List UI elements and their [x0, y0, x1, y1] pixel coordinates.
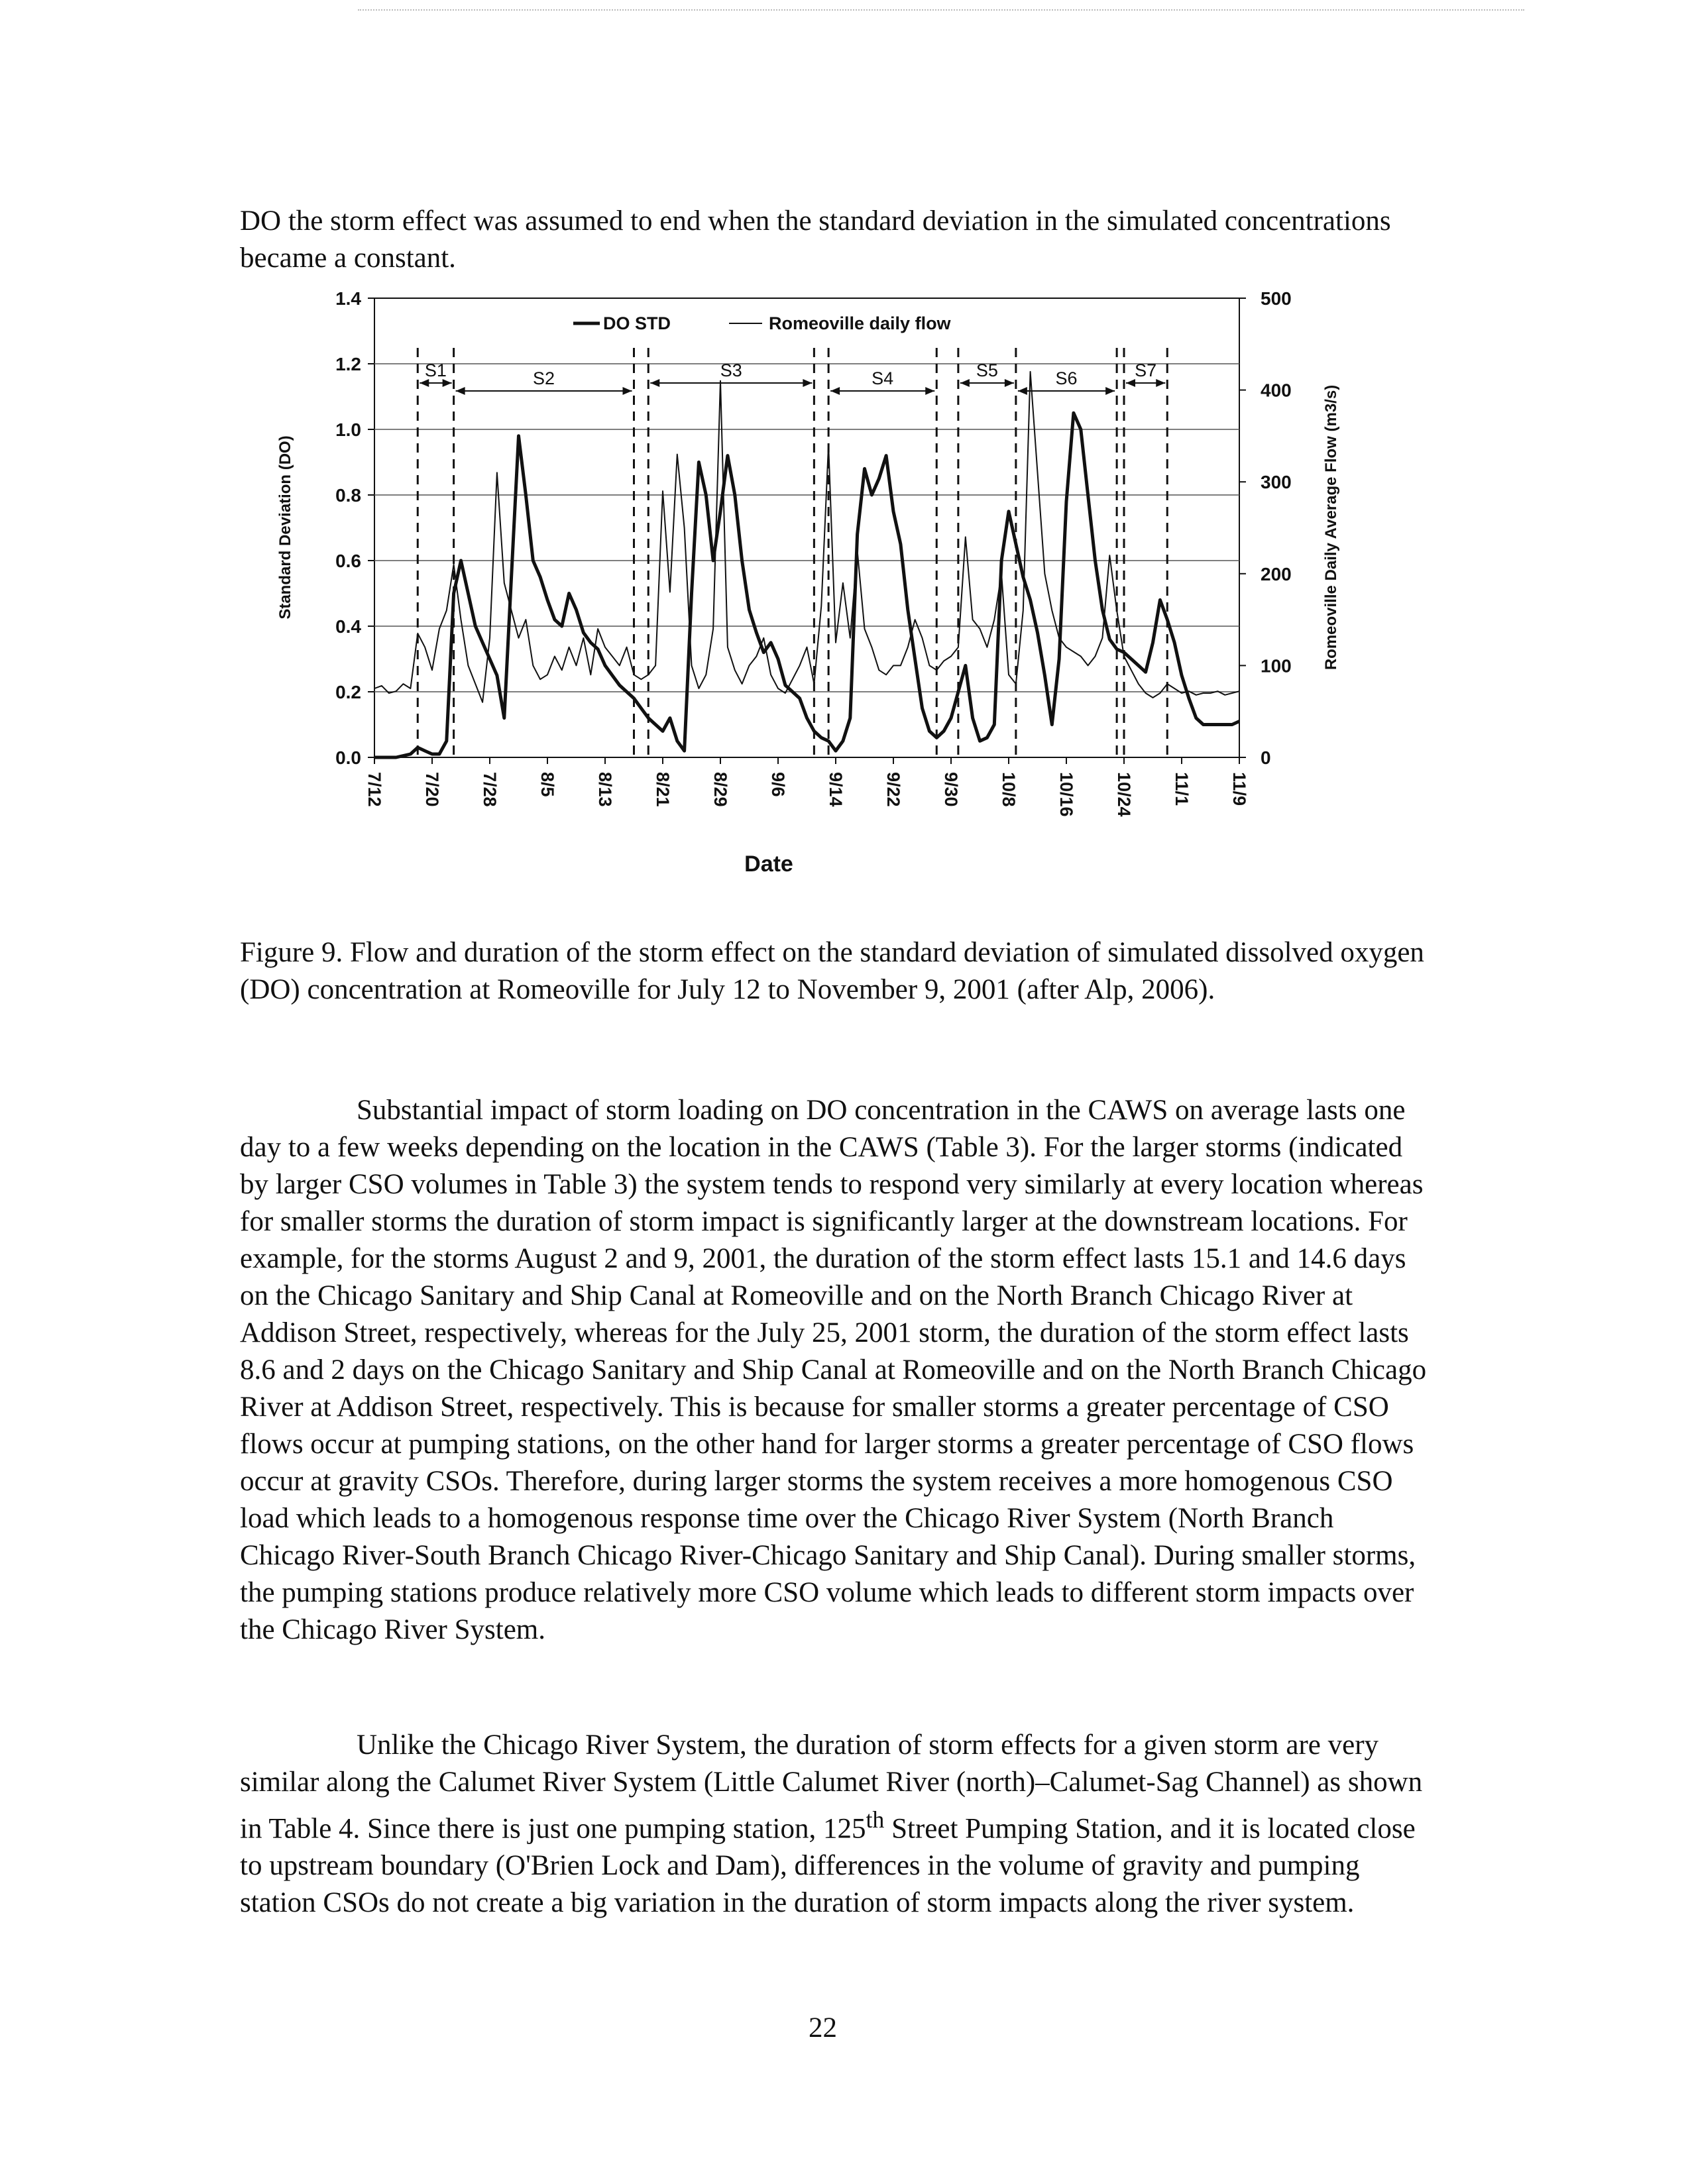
left-tick-label-5: 1.0: [335, 419, 361, 440]
storm-label-S1: S1: [424, 360, 447, 380]
right-tick-label-0: 0: [1261, 747, 1271, 768]
x-tick-label-0: 7/12: [365, 772, 384, 807]
x-tick-label-4: 8/13: [595, 772, 615, 807]
storm-arrowhead-right: [623, 387, 632, 395]
storm-arrowhead-right: [1005, 379, 1014, 387]
legend: [573, 313, 952, 333]
left-axis-title: Standard Deviation (DO): [276, 435, 294, 620]
left-tick-label-2: 0.4: [335, 616, 361, 637]
right-tick-label-3: 300: [1261, 472, 1292, 493]
x-tick-label-10: 9/30: [941, 772, 961, 807]
left-tick-label-6: 1.2: [335, 354, 361, 374]
x-tick-label-12: 10/16: [1056, 772, 1076, 817]
storm-arrowhead-left: [456, 387, 465, 395]
x-tick-label-5: 8/21: [653, 772, 673, 807]
storm-arrowhead-left: [960, 379, 970, 387]
storm-arrowhead-left: [1018, 387, 1027, 395]
x-tick-label-15: 11/9: [1229, 772, 1249, 806]
body-paragraph-2-text-b: Street Pumping Station, and it is located close to upstream boundary (O'Brien Lock and Dam), differences in the volume of gravity and pumping station CSOs do not create a big variation in the duration of storm impacts along the river system.: [240, 1813, 1416, 1919]
right-tick-label-4: 400: [1261, 380, 1292, 401]
right-axis-title: Romeoville Daily Average Flow (m3/s): [1322, 384, 1340, 671]
right-tick-label-5: 500: [1261, 288, 1292, 309]
legend-label-do-std: DO STD: [603, 313, 671, 333]
left-tick-label-1: 0.2: [335, 682, 361, 702]
storm-arrowhead-right: [1105, 387, 1115, 395]
storm-arrowhead-right: [925, 387, 934, 395]
left-tick-label-0: 0.0: [335, 747, 361, 768]
storm-label-S6: S6: [1055, 368, 1078, 388]
figure-caption: Figure 9. Flow and duration of the storm effect on the standard deviation of simulated dissolved oxygen (DO) concentration at Romeoville for July 12 to November 9, 2001 (after Alp, 2006).: [240, 937, 1424, 1005]
ordinal-superscript: th: [866, 1806, 885, 1833]
body-paragraph-2-text-a: Unlike the Chicago River System, the duration of storm effects for a given storm are very similar along the Calumet River System (Little Calumet River (north)–Calumet-Sag Channel) as shown in Table 4. Since there is just one pumping station, 125: [240, 1729, 1423, 1845]
x-tick-label-6: 8/29: [710, 772, 730, 807]
right-axis-ticks: [1239, 288, 1292, 768]
right-tick-label-1: 100: [1261, 655, 1292, 677]
x-tick-label-14: 11/1: [1172, 772, 1192, 806]
x-axis-title: Date: [744, 851, 793, 877]
body-paragraph-1-text: Substantial impact of storm loading on DO concentration in the CAWS on average lasts one day to a few weeks depending on the location in the CAWS (Table 3). For the larger storms (indicated by larger CSO volumes in Table 3) the system tends to respond very similarly at every location whereas for smaller storms the duration of storm impact is significantly larger at the downstream locations. For example, for the storms August 2 and 9, 2001, the duration of the storm effect lasts 15.1 and 14.6 days on the Chicago Sanitary and Ship Canal at Romeoville and on the North Branch Chicago River at Addison Street, respectively, whereas for the July 25, 2001 storm, the duration of the storm effect lasts 8.6 and 2 days on the Chicago Sanitary and Ship Canal at Romeoville and on the North Branch Chicago River at Addison Street, respectively. This is because for smaller storms a greater percentage of CSO flows occur at pumping stations, on the other hand for larger storms a greater percentage of CSO flows occur at gravity CSOs. Therefore, during larger storms the system receives a more homogenous CSO load which leads to a homogenous response time over the Chicago River System (North Branch Chicago River-South Branch Chicago River-Chicago Sanitary and Ship Canal). During smaller storms, the pumping stations produce relatively more CSO volume which leads to different storm impacts over the Chicago River System.: [240, 1095, 1427, 1645]
storm-arrowhead-right: [1156, 379, 1165, 387]
left-tick-label-4: 0.8: [335, 485, 361, 506]
left-axis-ticks: [335, 288, 374, 768]
storm-label-S7: S7: [1135, 360, 1157, 380]
storm-arrowhead-right: [803, 379, 812, 387]
x-tick-label-3: 8/5: [537, 772, 557, 797]
storm-arrowhead-left: [1126, 379, 1135, 387]
x-tick-label-9: 9/22: [883, 772, 903, 807]
header-rule: [358, 9, 1524, 11]
gridlines: [374, 364, 1239, 692]
storm-label-S2: S2: [533, 368, 555, 388]
storm-label-S5: S5: [976, 360, 998, 380]
x-tick-label-13: 10/24: [1114, 772, 1134, 817]
intro-paragraph: DO the storm effect was assumed to end when the standard deviation in the simulated concentrations became a constant.: [240, 205, 1391, 274]
x-tick-label-7: 9/6: [768, 772, 788, 797]
storm-arrowhead-left: [650, 379, 659, 387]
x-tick-label-2: 7/28: [480, 772, 500, 807]
series-flow-line: [374, 372, 1239, 702]
page-number: 22: [809, 2012, 837, 2044]
storm-label-S4: S4: [872, 368, 894, 388]
legend-label-flow: Romeoville daily flow: [769, 313, 951, 333]
storm-label-S3: S3: [720, 360, 742, 380]
x-tick-label-1: 7/20: [422, 772, 442, 807]
storm-arrowhead-left: [830, 387, 840, 395]
x-tick-label-8: 9/14: [826, 772, 846, 807]
x-tick-label-11: 10/8: [999, 772, 1019, 807]
left-tick-label-7: 1.4: [335, 288, 361, 309]
figure-9-chart: [252, 285, 1392, 895]
right-tick-label-2: 200: [1261, 563, 1292, 584]
body-paragraph-2: [240, 1727, 1433, 1922]
left-tick-label-3: 0.6: [335, 551, 361, 571]
x-axis-ticks: [365, 757, 1249, 817]
body-paragraph-1: [240, 1092, 1433, 1649]
